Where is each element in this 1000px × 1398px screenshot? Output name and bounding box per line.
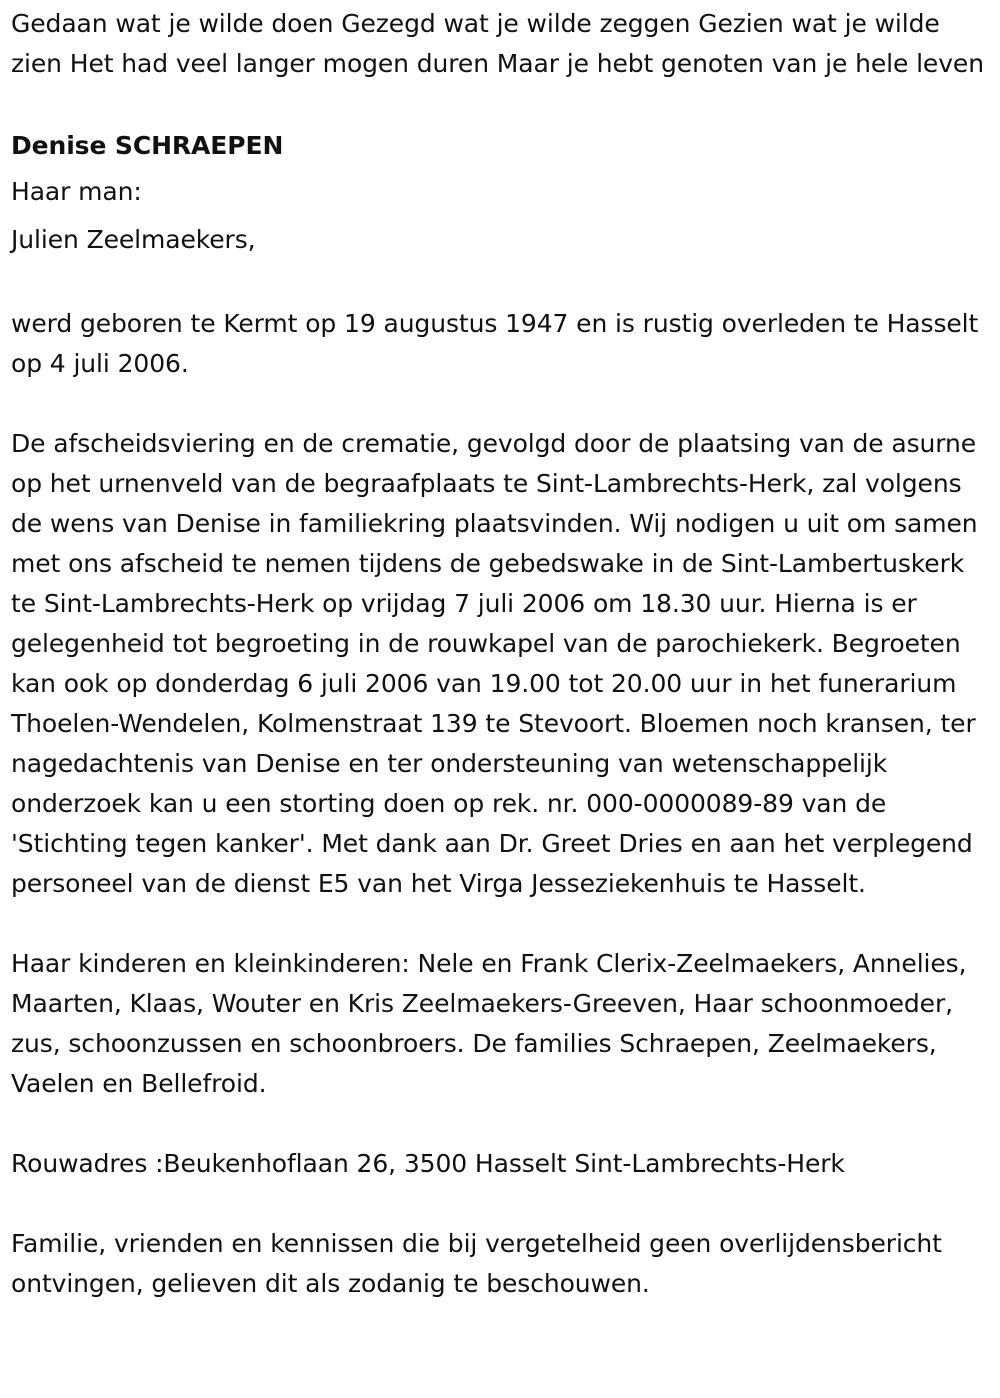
ceremony-text: De afscheidsviering en de crematie, gevolgd door de plaatsing van de asurne op het urnenveld van de begraafplaats te Sint-Lambrechts-Herk, zal volgens de wens van Denise in familiekring plaatsvinden. Wij nodigen u uit om samen met ons afscheid te nemen tijdens de gebedswake in de Sint-Lambertuskerk te Sint-Lambrechts-Herk op vrijdag 7 juli 2006 om 18.30 uur. Hierna is er gelegenheid tot begroeting in de rouwkapel van de parochiekerk. Begroeten kan ook op donderdag 6 juli 2006 van 19.00 tot 20.00 uur in het funerarium Thoelen-Wendelen, Kolmenstraat 139 te Stevoort. Bloemen noch kransen, ter nagedachtenis van Denise en ter ondersteuning van wetenschappelijk onderzoek kan u een storting doen op rek. nr. 000-0000089-89 van de 'Stichting tegen kanker'. Met dank aan Dr. Greet Dries en aan het verplegend personeel van de dienst E5 van het Virga Jesseziekenhuis te Hasselt. xyxy=(11,429,978,898)
spouse-name: Julien Zeelmaekers, xyxy=(11,225,256,254)
paragraph-gap xyxy=(11,904,990,944)
mourning-address: Rouwadres :Beukenhoflaan 26, 3500 Hasselt Sint-Lambrechts-Herk xyxy=(11,1149,845,1178)
paragraph-gap xyxy=(11,1184,990,1224)
paragraph-gap xyxy=(11,384,990,424)
spouse-label: Haar man: xyxy=(11,177,142,206)
birth-death-text: werd geboren te Kermt op 19 augustus 1947 en is rustig overleden te Hasselt op 4 juli 2006. xyxy=(11,309,979,378)
closing-notice: Familie, vrienden en kennissen die bij vergetelheid geen overlijdensbericht ontvingen, gelieven dit als zodanig te beschouwen. xyxy=(11,1229,942,1298)
family-text: Haar kinderen en kleinkinderen: Nele en Frank Clerix-Zeelmaekers, Annelies, Maarten, Klaas, Wouter en Kris Zeelmaekers-Greeven, Haar schoonmoeder, zus, schoonzussen en schoonbroers. De families Schraepen, Zeelmaekers, Vaelen en Bellefroid. xyxy=(11,949,967,1098)
paragraph-gap xyxy=(11,1104,990,1144)
deceased-name: Denise SCHRAEPEN xyxy=(11,131,284,160)
paragraph-gap xyxy=(11,264,990,304)
poem-text: Gedaan wat je wilde doen Gezegd wat je wilde zeggen Gezien wat je wilde zien Het had veel langer mogen duren Maar je hebt genoten van je hele leven xyxy=(11,9,984,78)
